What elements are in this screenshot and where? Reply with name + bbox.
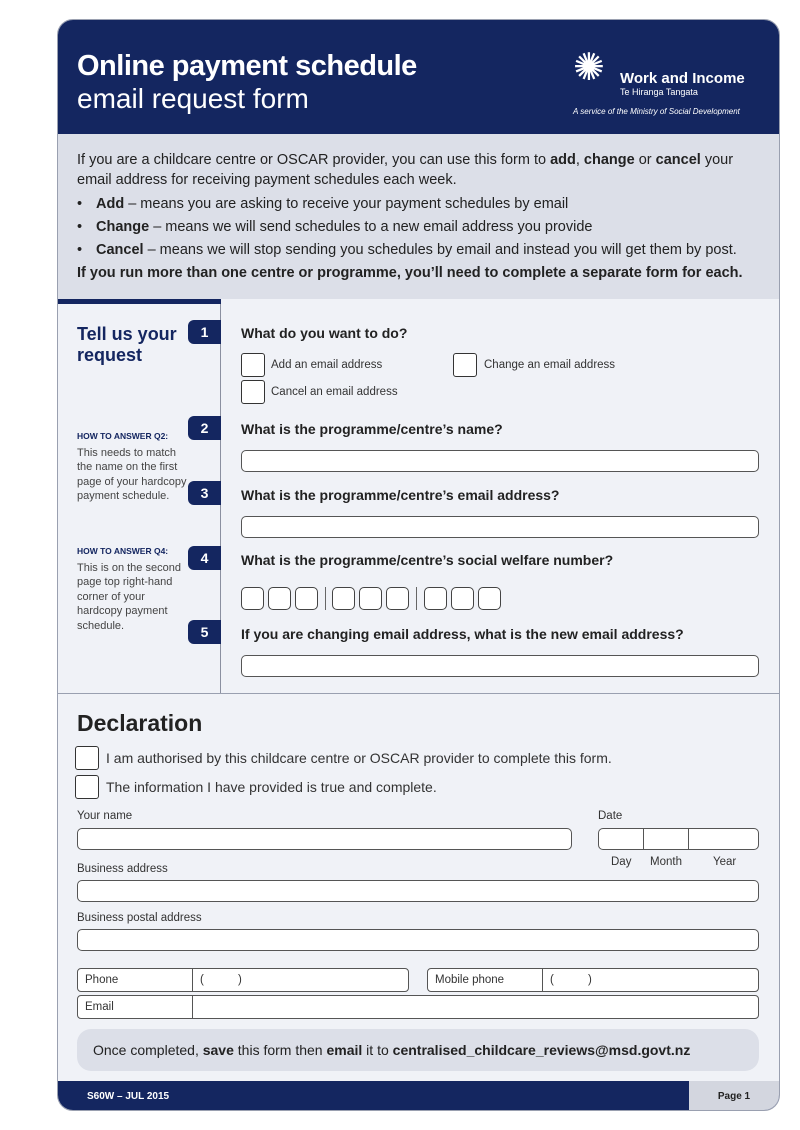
area-code-close: )	[588, 974, 592, 986]
date-year-input[interactable]	[688, 828, 759, 850]
divider	[192, 969, 193, 991]
area-code-open: (	[550, 974, 554, 986]
mobile-label: Mobile phone	[435, 974, 505, 986]
question-1: What do you want to do?	[241, 325, 408, 341]
logo-subtitle: Te Hiranga Tangata	[620, 87, 698, 97]
email-label: Email	[85, 1001, 114, 1013]
add-email-label: Add an email address	[271, 359, 383, 371]
request-section	[58, 299, 779, 694]
page-number: Page 1	[689, 1081, 779, 1111]
swn-digit-input[interactable]	[332, 587, 355, 610]
area-code-open: (	[200, 974, 204, 986]
help-q2: HOW TO ANSWER Q2: This needs to match the name on the first page of your hardcopy payment schedule.	[77, 431, 187, 502]
date-day-input[interactable]	[598, 828, 644, 850]
question-2: What is the programme/centre’s name?	[241, 421, 503, 437]
form-title: Online payment schedule	[77, 50, 417, 82]
submission-email-link[interactable]: centralised_childcare_reviews@msd.govt.nz	[392, 1042, 691, 1058]
cancel-email-checkbox[interactable]	[241, 380, 265, 404]
year-label: Year	[713, 856, 737, 868]
phone-label: Phone	[85, 974, 119, 986]
change-email-label: Change an email address	[484, 359, 616, 371]
cancel-email-label: Cancel an email address	[271, 386, 398, 398]
question-number-3: 3	[188, 481, 221, 505]
swn-digit-input[interactable]	[268, 587, 291, 610]
question-number-4: 4	[188, 546, 221, 570]
email-input[interactable]	[77, 995, 759, 1019]
submission-instructions: Once completed, save this form then email it to centralised_childcare_reviews@msd.govt.nz	[77, 1029, 759, 1071]
header	[58, 20, 779, 134]
bullet-cancel: • Cancel – means we will stop sending you schedules by email and instead you will get them by post.	[77, 239, 760, 262]
question-number-1: 1	[188, 320, 221, 344]
digit-separator	[416, 587, 417, 610]
form-code: S60W – JUL 2015	[87, 1091, 170, 1102]
section-bar	[58, 299, 221, 304]
your-name-label: Your name	[77, 810, 133, 822]
divider	[542, 969, 543, 991]
phone-input[interactable]	[77, 968, 409, 992]
your-name-input[interactable]	[77, 828, 572, 850]
business-address-input[interactable]	[77, 880, 759, 902]
date-label: Date	[598, 810, 623, 822]
question-3: What is the programme/centre’s email address?	[241, 487, 560, 503]
date-month-input[interactable]	[643, 828, 689, 850]
swn-digit-input[interactable]	[451, 587, 474, 610]
declaration-heading: Declaration	[77, 710, 203, 736]
intro-paragraph: If you are a childcare centre or OSCAR provider, you can use this form to add, change or cancel your email address for receiving payment schedules each week.	[77, 152, 734, 188]
logo-tagline: A service of the Ministry of Social Development	[573, 107, 740, 116]
divider	[192, 996, 193, 1018]
intro-bullets	[77, 193, 760, 262]
swn-digit-input[interactable]	[295, 587, 318, 610]
footer	[58, 1081, 779, 1111]
mobile-phone-input[interactable]	[427, 968, 759, 992]
question-4: What is the programme/centre’s social welfare number?	[241, 552, 614, 568]
swn-digit-input[interactable]	[386, 587, 409, 610]
intro-section	[58, 134, 779, 299]
section-heading: Tell us your request	[77, 324, 177, 365]
area-code-close: )	[238, 974, 242, 986]
digit-separator	[325, 587, 326, 610]
bullet-change: • Change – means we will send schedules to a new email address you provide	[77, 216, 760, 239]
postal-address-label: Business postal address	[77, 912, 202, 924]
form-subtitle: email request form	[77, 83, 309, 114]
true-complete-checkbox[interactable]	[75, 775, 99, 799]
logo-figure-icon: ✺	[573, 47, 605, 89]
month-label: Month	[650, 856, 682, 868]
work-and-income-logo	[573, 48, 753, 118]
form-page	[57, 19, 780, 1111]
authorised-checkbox[interactable]	[75, 746, 99, 770]
logo-name: Work and Income	[620, 70, 745, 87]
bullet-add: • Add – means you are asking to receive your payment schedules by email	[77, 193, 760, 216]
swn-digit-input[interactable]	[359, 587, 382, 610]
swn-digit-input[interactable]	[241, 587, 264, 610]
new-email-input[interactable]	[241, 655, 759, 677]
centre-name-input[interactable]	[241, 450, 759, 472]
postal-address-input[interactable]	[77, 929, 759, 951]
true-complete-label: The information I have provided is true and complete.	[106, 779, 437, 795]
question-number-2: 2	[188, 416, 221, 440]
add-email-checkbox[interactable]	[241, 353, 265, 377]
centre-email-input[interactable]	[241, 516, 759, 538]
question-number-5: 5	[188, 620, 221, 644]
help-q4: HOW TO ANSWER Q4: This is on the second page top right-hand corner of your hardcopy payment schedule.	[77, 546, 181, 632]
change-email-checkbox[interactable]	[453, 353, 477, 377]
question-5: If you are changing email address, what is the new email address?	[241, 626, 684, 642]
intro-note: If you run more than one centre or programme, you’ll need to complete a separate form for each.	[77, 265, 743, 281]
authorised-label: I am authorised by this childcare centre or OSCAR provider to complete this form.	[106, 750, 612, 766]
business-address-label: Business address	[77, 863, 168, 875]
swn-digit-input[interactable]	[478, 587, 501, 610]
swn-digit-input[interactable]	[424, 587, 447, 610]
day-label: Day	[611, 856, 632, 868]
